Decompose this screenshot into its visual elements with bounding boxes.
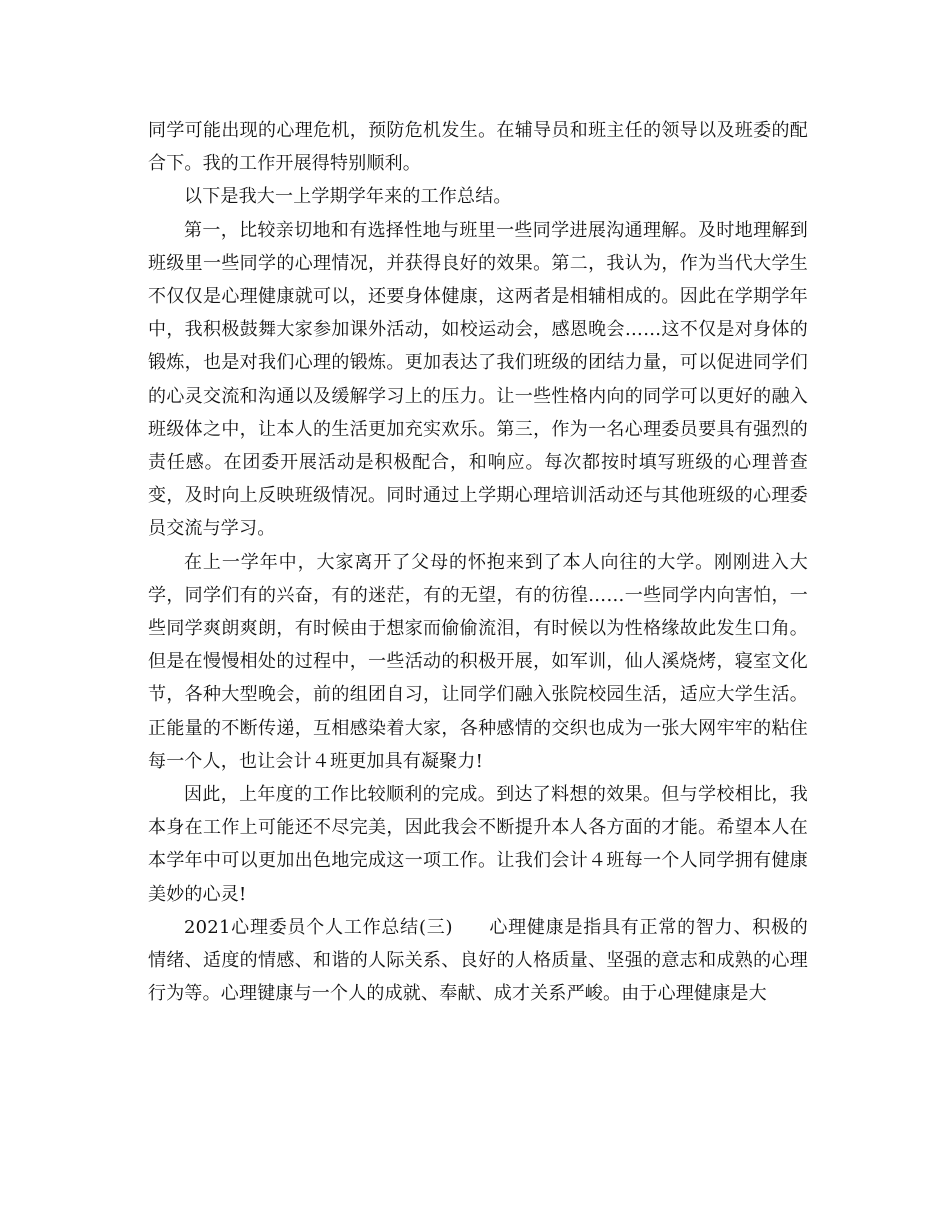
paragraph-1: 同学可能出现的心理危机，预防危机发生。在辅导员和班主任的领导以及班委的配合下。我的工作开展得特别顺利。 (148, 120, 808, 175)
section-body: 心理健康是指具有正常的智力、积极的情绪、适度的情感、和谐的人际关系、良好的人格质量、坚强的意志和成熟的心理行为等。心理键康与一个人的成就、奉献、成才关系严峻。由于心理健康是大 (148, 916, 808, 1005)
paragraph-2: 以下是我大一上学期学年来的工作总结。 (184, 186, 512, 208)
paragraph-5: 因此，上年度的工作比较顺利的完成。到达了料想的效果。但与学校相比，我本身在工作上可能还不尽完美，因此我会不断提升本人各方面的才能。希望本人在本学年中可以更加出色地完成这一项工作。让我们会计４班每一个人同学拥有健康美妙的心灵! (148, 784, 808, 905)
document-body (148, 114, 808, 1010)
section-heading: 2021心理委员个人工作总结(三) (184, 916, 453, 938)
paragraph-6 (148, 911, 808, 1011)
paragraph-4: 在上一学年中，大家离开了父母的怀抱来到了本人向往的大学。刚刚进入大学，同学们有的兴奋，有的迷茫，有的无望，有的彷徨……一些同学内向害怕，一些同学爽朗爽朗，有时候由于想家而偷偷流泪，有时候以为性格缘故此发生口角。但是在慢慢相处的过程中，一些活动的积极开展，如军训，仙人溪烧烤，寝室文化节，各种大型晚会，前的组团自习，让同学们融入张院校园生活，适应大学生活。正能量的不断传递，互相感染着大家，各种感情的交织也成为一张大网牢牢的粘住每一个人，也让会计４班更加具有凝聚力! (148, 551, 808, 772)
paragraph-3: 第一，比较亲切地和有选择性地与班里一些同学进展沟通理解。及时地理解到班级里一些同学的心理情况，并获得良好的效果。第二，我认为，作为当代大学生不仅仅是心理健康就可以，还要身体健康，这两者是相辅相成的。因此在学期学年中，我积极鼓舞大家参加课外活动，如校运动会，感恩晚会……这不仅是对身体的锻炼，也是对我们心理的锻炼。更加表达了我们班级的团结力量，可以促进同学们的心灵交流和沟通以及缓解学习上的压力。让一些性格内向的同学可以更好的融入班级体之中，让本人的生活更加充实欢乐。第三，作为一名心理委员要具有强烈的责任感。在团委开展活动是积极配合，和响应。每次都按时填写班级的心理普查变，及时向上反映班级情况。同时通过上学期心理培训活动还与其他班级的心理委员交流与学习。 (148, 219, 808, 540)
